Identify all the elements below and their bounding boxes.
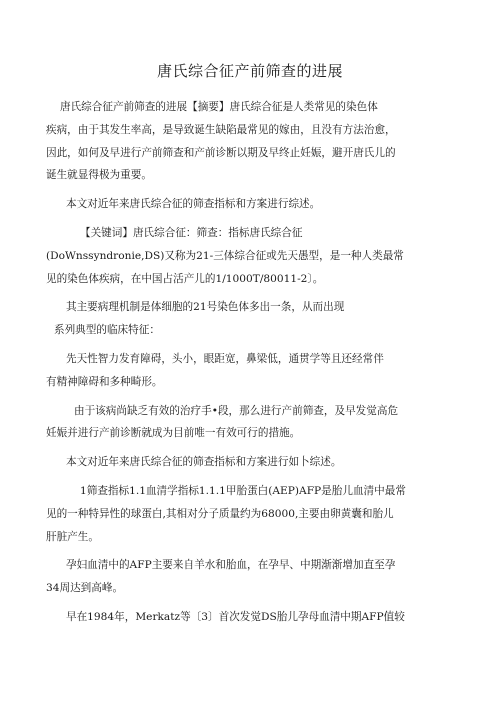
text-line: 【关键词】唐氏综合征：筛查：指标唐氏综合征: [80, 226, 303, 239]
text-line: 本文对近年来唐氏综合征的筛查指标和方案进行如卜综述。: [66, 456, 342, 469]
text-line: 唐氏综合征产前筛查的进展【摘要】唐氏综合征是人类常见的染色体: [60, 101, 378, 113]
text-line: 疾病，由于其发生率高，是导致诞生缺陷最常见的嫁由，且没有方法治愈，: [46, 123, 396, 136]
text-line: 肝脏产生。: [46, 530, 99, 543]
text-line: 见的染色体疾病，在中国占活产儿的1/1000T/80011-2〕。: [46, 272, 324, 285]
document-body: [46, 96, 456, 629]
text-line: 因此，如何及早进行产前筛查和产前诊断以期及早终止妊娠，避开唐氏儿的: [46, 146, 396, 159]
text-line: 妊娠并进行产前诊断就成为目前唯一有效可行的措施。: [46, 427, 301, 440]
text-line: 由于该病尚缺乏有效的治疗手•段，那么进行产前筛查，及早发觉高危: [74, 404, 399, 417]
text-line: 系列典型的临床特征：: [54, 324, 160, 337]
text-line: 1筛查指标1.1血清学指标1.1.1甲胎蛋白(AEP)AFP是胎儿血清中最常: [80, 484, 406, 497]
text-line: (DoWnssyndronie,DS)又称为21-三体综合征或先天愚型，是一种人类最常: [46, 249, 404, 262]
text-line: 早在1984年，Merkatz等〔3〕首次发觉DS胎儿孕母血清中期AFP值较: [66, 610, 405, 623]
text-line: 孕妇血清中的AFP主要来自羊水和胎血，在孕早、中期渐渐增加直至孕: [66, 559, 396, 572]
text-line: 本文对近年来唐氏综合征的筛查指标和方案进行综述。: [66, 198, 321, 211]
text-line: 其主要病理机制是体细胞的21号染色体多出一条，从而出现: [66, 301, 345, 314]
text-line: 有精神障碍和多种畸形。: [46, 375, 163, 388]
document-title: 唐氏综合征产前筛查的进展: [156, 62, 343, 80]
text-line: 34周达到高峰。: [46, 582, 124, 595]
text-line: 诞生就显得极为重要。: [46, 169, 152, 182]
text-line: 见的一种特异性的球蛋白,其相对分子质量约为68000,主要由卵黄囊和胎儿: [46, 507, 394, 520]
text-line: 先天性智力发育障碍，头小，眼距宽，鼻梁低，通贯学等且还经常伴: [66, 352, 384, 365]
